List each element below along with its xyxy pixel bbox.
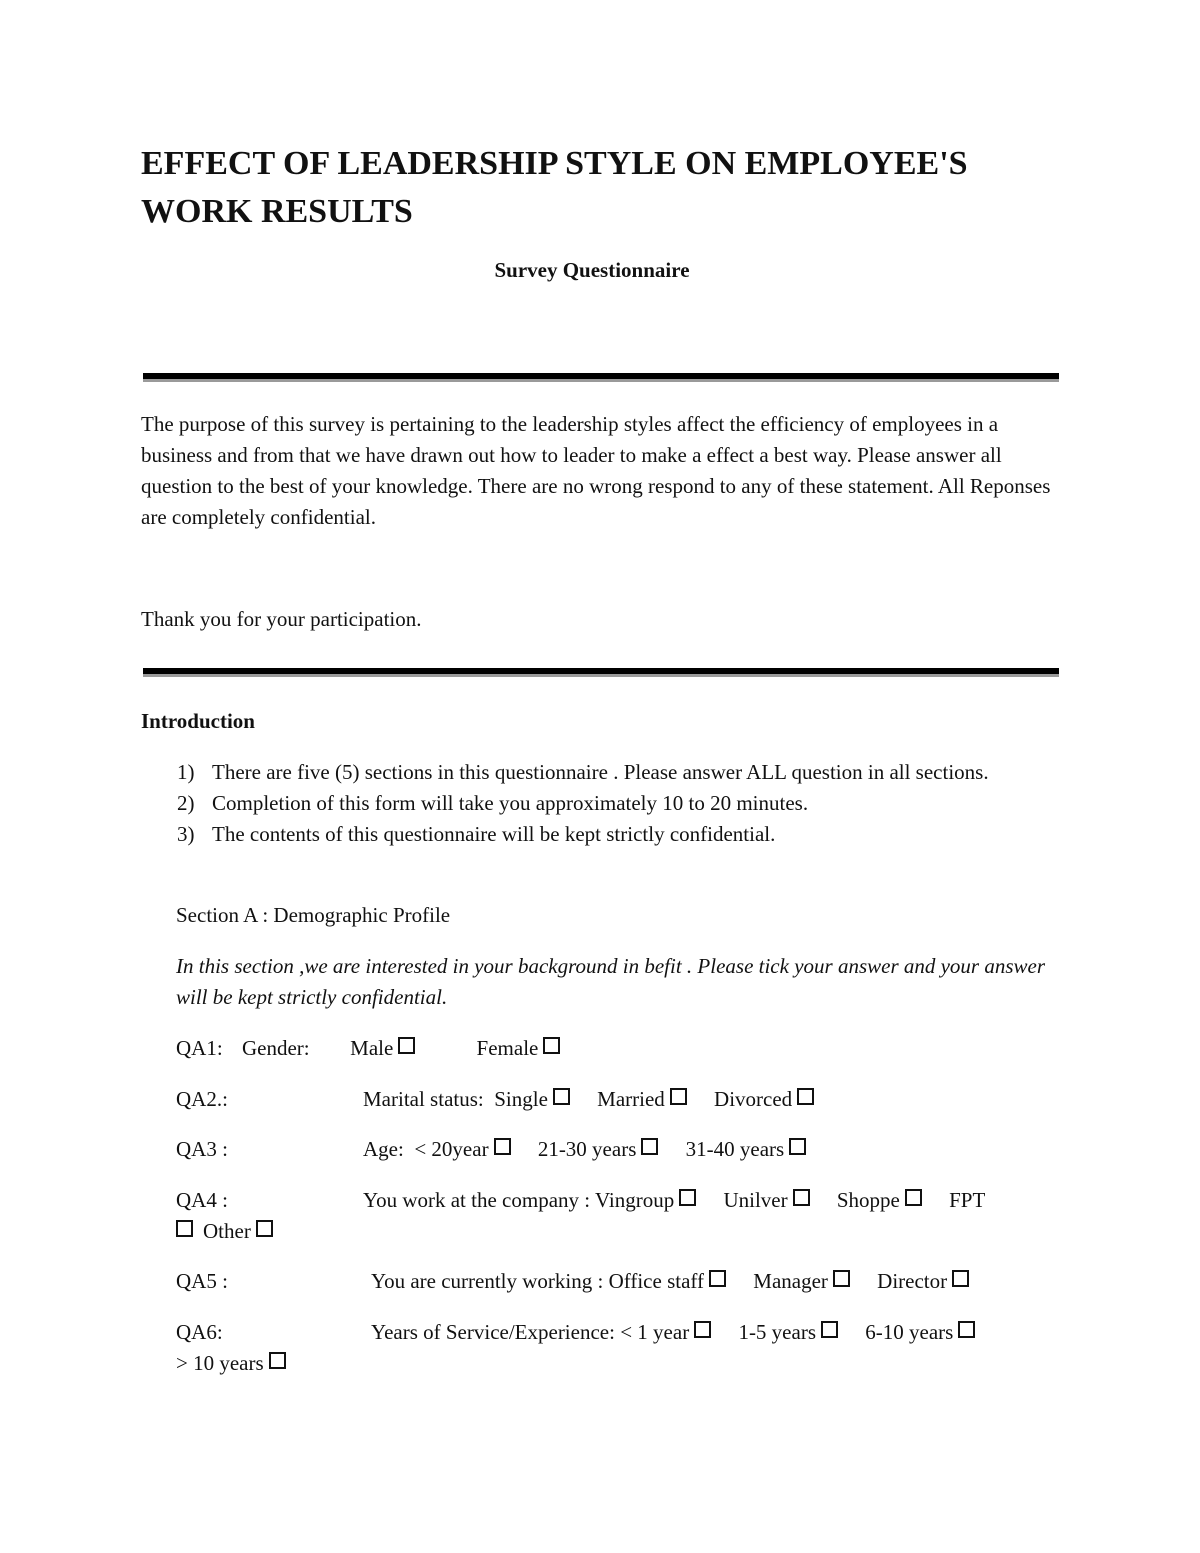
- option-unilver: [723, 1188, 809, 1212]
- checkbox-vingroup[interactable]: [679, 1189, 696, 1206]
- option-other: [203, 1219, 273, 1243]
- option-over-10-years: [176, 1351, 286, 1375]
- document-title: EFFECT OF LEADERSHIP STYLE ON EMPLOYEE'S WORK RESULTS: [141, 145, 968, 230]
- option-label: Vingroup: [594, 1188, 675, 1212]
- question-label: QA6:: [176, 1320, 223, 1344]
- checkbox-manager[interactable]: [833, 1270, 850, 1287]
- question-continuation: [176, 1216, 295, 1247]
- list-item-number: 3): [177, 822, 195, 846]
- purpose-paragraph: The purpose of this survey is pertaining to the leadership styles affect the efficiency of employees in a business and from that we have drawn out how to leader to make a effect a best way. Please answer all question to the best of your knowledge. There are no wrong respond to any of these statement. All Reponses are completely confidential.: [141, 412, 1051, 529]
- checkbox-divorced[interactable]: [797, 1088, 814, 1105]
- question-prompt: Marital status:: [363, 1087, 484, 1111]
- divider-top: [143, 373, 1059, 382]
- introduction-heading: Introduction: [141, 709, 255, 733]
- question-body: [242, 1033, 582, 1064]
- option-label: < 20year: [414, 1137, 489, 1161]
- option-fpt-label: FPT: [949, 1188, 986, 1212]
- list-item-number: 1): [177, 760, 195, 784]
- checkbox-director[interactable]: [952, 1270, 969, 1287]
- option-age-under-20: [414, 1137, 510, 1161]
- option-label: > 10 years: [176, 1351, 264, 1375]
- option-label: Shoppe: [836, 1188, 900, 1212]
- option-label: Unilver: [723, 1188, 788, 1212]
- section-a-instruction: In this section ,we are interested in your background in befit . Please tick your answer and your answer will be kept strictly confidential.: [176, 954, 1046, 1009]
- question-qa4: [176, 1185, 1046, 1247]
- option-label: Office staff: [608, 1269, 705, 1293]
- question-body: [363, 1084, 836, 1115]
- question-body: [363, 1185, 985, 1216]
- option-label: Male: [350, 1036, 394, 1060]
- option-6-10-years: [865, 1320, 975, 1344]
- question-prompt: You work at the company :: [363, 1188, 591, 1212]
- option-label: 31-40 years: [685, 1137, 785, 1161]
- checkbox-6-10-years[interactable]: [958, 1321, 975, 1338]
- option-married: [597, 1087, 687, 1111]
- option-male: [350, 1036, 415, 1060]
- question-qa6: [176, 1317, 1046, 1379]
- option-shoppe: [837, 1188, 922, 1212]
- checkbox-1-5-years[interactable]: [821, 1321, 838, 1338]
- option-divorced: [714, 1087, 814, 1111]
- thanks-paragraph: Thank you for your participation.: [141, 607, 422, 631]
- list-item-text: There are five (5) sections in this questionnaire . Please answer ALL question in all sections.: [212, 760, 989, 784]
- checkbox-male[interactable]: [398, 1037, 415, 1054]
- list-item: [141, 757, 1041, 788]
- option-single: [494, 1087, 570, 1111]
- checkbox-age-31-40[interactable]: [789, 1138, 806, 1155]
- question-prompt: Years of Service/Experience:: [371, 1320, 615, 1344]
- checkbox-female[interactable]: [543, 1037, 560, 1054]
- option-under-1-year: [620, 1320, 711, 1344]
- question-body: [371, 1266, 991, 1297]
- option-female: [477, 1036, 561, 1060]
- checkbox-under-1-year[interactable]: [694, 1321, 711, 1338]
- checkbox-unilver[interactable]: [793, 1189, 810, 1206]
- option-label: Director: [877, 1269, 948, 1293]
- checkbox-single[interactable]: [553, 1088, 570, 1105]
- option-label: Single: [494, 1087, 548, 1111]
- checkbox-married[interactable]: [670, 1088, 687, 1105]
- list-item: [141, 819, 1041, 850]
- checkbox-fpt[interactable]: [176, 1220, 193, 1237]
- list-item-text: Completion of this form will take you approximately 10 to 20 minutes.: [212, 791, 809, 815]
- checkbox-age-under-20[interactable]: [494, 1138, 511, 1155]
- question-label: QA2.:: [176, 1087, 228, 1111]
- checkbox-age-21-30[interactable]: [641, 1138, 658, 1155]
- checkbox-office-staff[interactable]: [709, 1270, 726, 1287]
- option-label: 1-5 years: [738, 1320, 816, 1344]
- document-subtitle: Survey Questionnaire: [494, 258, 690, 282]
- option-label: < 1 year: [620, 1320, 690, 1344]
- list-item-text: The contents of this questionnaire will be kept strictly confidential.: [212, 822, 776, 846]
- divider-bottom: [143, 668, 1059, 677]
- option-label: Female: [476, 1036, 539, 1060]
- question-prompt: You are currently working :: [371, 1269, 604, 1293]
- question-label: QA1:: [176, 1036, 223, 1060]
- list-item: [141, 788, 1041, 819]
- option-label: 21-30 years: [537, 1137, 637, 1161]
- option-vingroup: [595, 1188, 696, 1212]
- option-label: Manager: [753, 1269, 828, 1293]
- introduction-list: [141, 757, 1041, 850]
- question-prompt: Gender:: [242, 1036, 310, 1060]
- option-1-5-years: [738, 1320, 838, 1344]
- question-continuation: [176, 1348, 308, 1379]
- option-manager: [753, 1269, 850, 1293]
- checkbox-other[interactable]: [256, 1220, 273, 1237]
- checkbox-shoppe[interactable]: [905, 1189, 922, 1206]
- option-age-21-30: [538, 1137, 659, 1161]
- option-office-staff: [609, 1269, 726, 1293]
- section-a-heading: Section A : Demographic Profile: [176, 903, 451, 927]
- option-label: Divorced: [714, 1087, 793, 1111]
- option-label: Married: [597, 1087, 665, 1111]
- option-age-31-40: [686, 1137, 807, 1161]
- question-body: [371, 1317, 975, 1348]
- question-label: QA4 :: [176, 1188, 228, 1212]
- question-label: QA5 :: [176, 1269, 228, 1293]
- list-item-number: 2): [177, 791, 195, 815]
- checkbox-over-10-years[interactable]: [269, 1352, 286, 1369]
- question-body: [363, 1134, 828, 1165]
- question-label: QA3 :: [176, 1137, 228, 1161]
- option-director: [877, 1269, 969, 1293]
- question-prompt: Age:: [363, 1137, 404, 1161]
- option-label: Other: [203, 1219, 251, 1243]
- option-label: 6-10 years: [865, 1320, 954, 1344]
